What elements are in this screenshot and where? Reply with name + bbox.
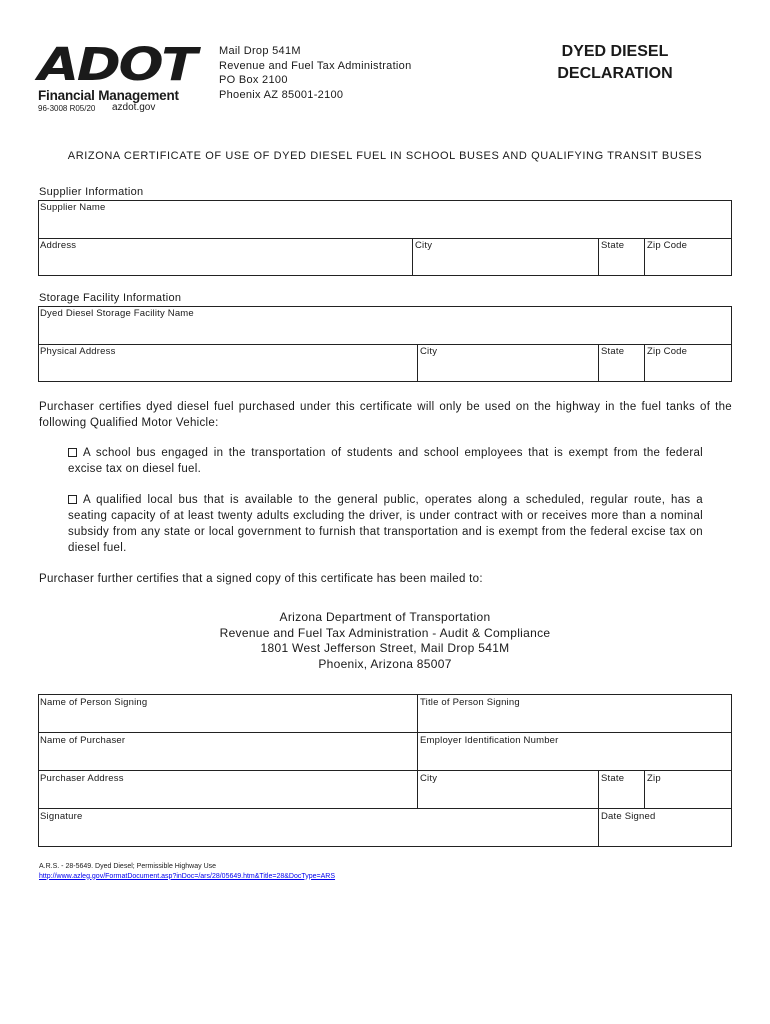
mail-to-address: [0, 610, 770, 672]
title-signing-field[interactable]: [418, 708, 731, 731]
purchaser-zip-field[interactable]: [645, 784, 731, 807]
person-signing-field[interactable]: [39, 708, 416, 731]
storage-address-field[interactable]: [39, 358, 416, 381]
signature-field[interactable]: [39, 822, 597, 846]
option-school-bus-text: A school bus engaged in the transportation of students and school employees that is exempt from the federal excise tax on diesel fuel.: [68, 447, 703, 475]
storage-state-label: State: [601, 346, 625, 357]
storage-address-label: Physical Address: [40, 346, 116, 357]
title-signing-label: Title of Person Signing: [420, 697, 520, 708]
ars-reference: [39, 862, 335, 881]
date-signed-label: Date Signed: [601, 811, 656, 822]
document-title-line: DECLARATION: [557, 65, 673, 82]
purchaser-city-field[interactable]: [418, 784, 597, 807]
storage-name-field[interactable]: [39, 319, 731, 343]
ars-citation: A.R.S. - 28-5649. Dyed Diesel; Permissible Highway Use: [39, 863, 217, 870]
mail-to-line: Revenue and Fuel Tax Administration - Audit & Compliance: [219, 625, 551, 640]
storage-zip-field[interactable]: [645, 358, 731, 381]
ein-field[interactable]: [418, 746, 731, 769]
address-line: Phoenix AZ 85001-2100: [219, 88, 344, 101]
storage-city-label: City: [420, 346, 438, 357]
ars-link[interactable]: http://www.azleg.gov/FormatDocument.asp?inDoc=/ars/28/05649.htm&Title=28&DocType=ARS: [39, 872, 336, 880]
supplier-name-field[interactable]: [39, 213, 731, 237]
purchaser-address-label: Purchaser Address: [40, 773, 124, 784]
date-signed-field[interactable]: [599, 822, 731, 846]
address-line: PO Box 2100: [219, 74, 288, 86]
certification-intro: Purchaser certifies dyed diesel fuel purchased under this certificate will only be used on the highway in the fuel tanks of the following Qualified Motor Vehicle:: [39, 401, 732, 429]
person-signing-label: Name of Person Signing: [40, 697, 148, 708]
option-school-bus: [68, 445, 703, 477]
supplier-zip-label: Zip Code: [647, 240, 688, 251]
divider: [38, 770, 732, 771]
supplier-address-field[interactable]: [39, 252, 411, 275]
school-bus-checkbox[interactable]: [68, 448, 77, 457]
mail-to-line: Phoenix, Arizona 85007: [318, 656, 452, 671]
supplier-state-label: State: [601, 240, 625, 251]
supplier-address-label: Address: [40, 240, 77, 251]
divider: [38, 344, 732, 345]
supplier-city-label: City: [415, 240, 433, 251]
form-code: 96-3008 R05/20: [38, 104, 96, 113]
address-line: Revenue and Fuel Tax Administration: [219, 59, 412, 72]
local-bus-checkbox[interactable]: [68, 495, 77, 504]
purchaser-name-label: Name of Purchaser: [40, 735, 126, 746]
storage-state-field[interactable]: [599, 358, 643, 381]
adot-logo: [38, 38, 203, 104]
purchaser-state-field[interactable]: [599, 784, 643, 807]
supplier-name-label: Supplier Name: [40, 202, 106, 213]
logo-subtitle: Financial Management: [38, 88, 179, 103]
certificate-title: ARIZONA CERTIFICATE OF USE OF DYED DIESEL FUEL IN SCHOOL BUSES AND QUALIFYING TRANSIT BUSES: [67, 150, 703, 162]
address-line: Mail Drop 541M: [219, 45, 301, 57]
divider: [38, 808, 732, 809]
storage-city-field[interactable]: [418, 358, 597, 381]
purchaser-city-label: City: [420, 773, 438, 784]
storage-name-label: Dyed Diesel Storage Facility Name: [40, 308, 194, 319]
mailing-address: [219, 44, 412, 102]
option-local-bus-text: A qualified local bus that is available to the general public, operates along a scheduled, regular route, has a seating capacity of at least twenty adults excluding the driver, is under contract with or receives more than a nominal subsidy from any state or local government to furnish that transportation and is exempt from the federal excise tax on diesel fuel.: [68, 494, 703, 554]
mail-to-line: Arizona Department of Transportation: [279, 610, 491, 624]
storage-section-label: Storage Facility Information: [39, 292, 182, 304]
storage-zip-label: Zip Code: [647, 346, 688, 357]
supplier-zip-field[interactable]: [645, 252, 731, 275]
purchaser-name-field[interactable]: [39, 746, 416, 769]
mail-to-line: 1801 West Jefferson Street, Mail Drop 541M: [260, 641, 510, 655]
supplier-state-field[interactable]: [599, 252, 643, 275]
purchaser-state-label: State: [601, 773, 625, 784]
website: azdot.gov: [112, 102, 156, 113]
signature-label: Signature: [40, 811, 83, 822]
purchaser-zip-label: Zip: [647, 773, 661, 784]
supplier-city-field[interactable]: [413, 252, 597, 275]
ein-label: Employer Identification Number: [420, 735, 559, 746]
divider: [38, 238, 732, 239]
purchaser-address-field[interactable]: [39, 784, 416, 807]
divider: [38, 732, 732, 733]
logo-wordmark: ADOT: [38, 38, 196, 91]
option-local-bus: [68, 492, 703, 556]
document-title-line: DYED DIESEL: [561, 43, 669, 60]
certification-further: Purchaser further certifies that a signed copy of this certificate has been mailed to:: [39, 573, 483, 585]
supplier-section-label: Supplier Information: [39, 186, 144, 198]
document-title: [530, 41, 700, 85]
